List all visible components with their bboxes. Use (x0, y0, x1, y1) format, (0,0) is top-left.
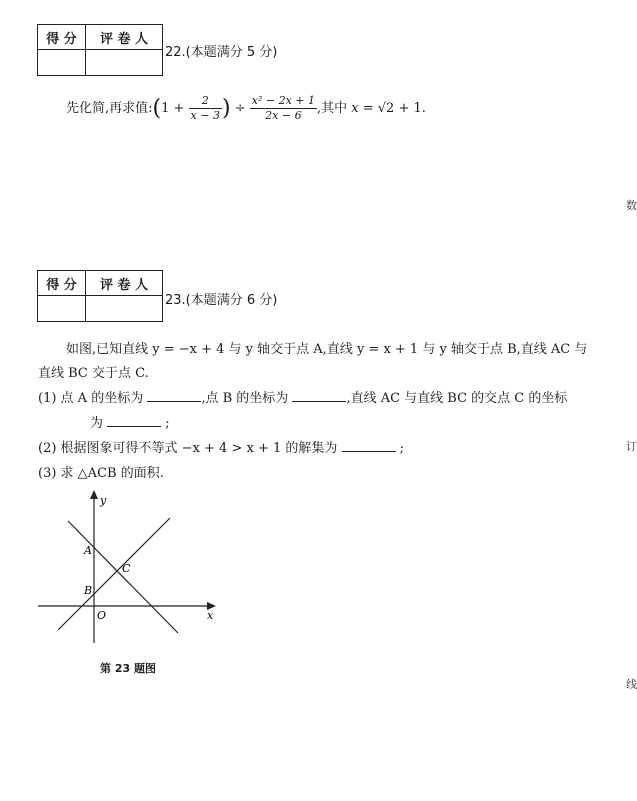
point-a-label: A (84, 544, 92, 557)
question-23-part3: (3) 求 △ACB 的面积. (38, 466, 164, 481)
q22-condition-var: x (351, 101, 359, 116)
score-cell[interactable] (38, 296, 86, 322)
part1-d: 为 (90, 416, 104, 431)
q22-condition-lead: ,其中 (316, 101, 352, 116)
score-table-q23 (37, 270, 163, 322)
part1-end: ; (165, 416, 170, 431)
left-paren: ( (152, 96, 162, 121)
figure-23-caption: 第 23 题图 (100, 662, 156, 675)
line-ac (68, 521, 178, 633)
grader-cell[interactable] (86, 296, 163, 322)
question-23-intro-line2: 直线 BC 交于点 C. (38, 366, 149, 381)
q22-div: ÷ (234, 101, 246, 116)
score-label: 得 分 (38, 271, 86, 296)
answer-blank-a[interactable] (147, 389, 201, 402)
y-axis-arrow-icon (90, 490, 98, 499)
score-cell[interactable] (38, 50, 86, 76)
question-23-part2 (38, 437, 404, 456)
fraction-2-denominator: 2x − 6 (265, 109, 302, 122)
score-label: 得 分 (38, 25, 86, 50)
q22-one-plus: 1 + (161, 101, 189, 116)
part1-b: ,点 B 的坐标为 (201, 391, 289, 406)
right-paren: ) (221, 96, 231, 121)
question-22-title: 22.(本题满分 5 分) (165, 45, 278, 60)
fraction-2-numerator: x² − 2x + 1 (251, 94, 315, 107)
answer-blank-d[interactable] (342, 439, 396, 452)
part2-end: ; (399, 441, 405, 456)
edge-mark-1: 数 (626, 199, 637, 212)
origin-label: O (97, 609, 107, 622)
point-b-label: B (84, 584, 93, 597)
question-23-title: 23.(本题满分 6 分) (165, 293, 278, 308)
line-bc (58, 518, 170, 630)
part1-a: (1) 点 A 的坐标为 (38, 391, 144, 406)
score-table-q22 (37, 24, 163, 76)
grader-label: 评 卷 人 (86, 25, 163, 50)
answer-blank-c[interactable] (107, 414, 161, 427)
question-23-intro-line1: 如图,已知直线 y = −x + 4 与 y 轴交于点 A,直线 y = x + 1 与 y 轴交于点 B,直线 AC 与 (66, 342, 588, 357)
question-22-body (66, 94, 426, 123)
grader-cell[interactable] (86, 50, 163, 76)
fraction-2 (250, 94, 317, 123)
fraction-1-numerator: 2 (189, 94, 222, 109)
y-axis-label: y (100, 494, 107, 507)
question-23-part1-cont (90, 412, 170, 431)
grader-label: 评 卷 人 (86, 271, 163, 296)
point-c-label: C (122, 562, 131, 575)
fraction-1 (189, 94, 222, 123)
fraction-1-denominator: x − 3 (190, 109, 220, 122)
x-axis-label: x (207, 609, 214, 622)
part1-c: ,直线 AC 与直线 BC 的交点 C 的坐标 (346, 391, 568, 406)
figure-23-graph (30, 488, 230, 648)
edge-mark-2: 订 (626, 440, 637, 453)
part2-text: (2) 根据图象可得不等式 −x + 4 > x + 1 的解集为 (38, 441, 338, 456)
answer-blank-b[interactable] (292, 389, 346, 402)
q22-condition-eq: = √2 + 1. (358, 101, 426, 116)
q22-prefix: 先化简,再求值: (66, 101, 153, 116)
edge-mark-3: 线 (626, 678, 637, 691)
question-23-part1 (38, 387, 567, 406)
